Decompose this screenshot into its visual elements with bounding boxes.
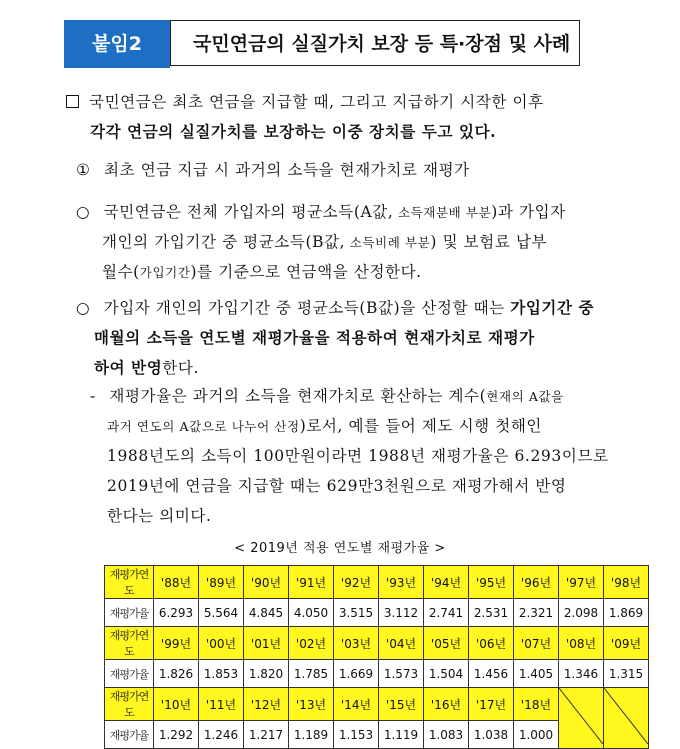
bullet-1-text: )과 가입자: [491, 203, 566, 221]
rate-cell: 1.853: [199, 660, 244, 688]
rate-cell: 1.153: [334, 721, 379, 749]
rate-cell: 1.669: [334, 660, 379, 688]
bullet-1-text: 월수(: [102, 263, 140, 281]
dash-note: 과거 연도의 A값으로 나누어 산정: [107, 419, 300, 434]
year-cell: '96년: [514, 566, 559, 599]
year-cell: '00년: [199, 627, 244, 660]
rate-cell: 6.293: [154, 599, 199, 627]
empty-cell: [604, 688, 649, 749]
dash-note: 현재의 A값을: [486, 389, 564, 404]
bullet-1-text: )를 기준으로 연금액을 산정한다.: [190, 263, 422, 281]
bullet-1-text: 국민연금은 전체 가입자의 평균소득(A값,: [103, 203, 394, 221]
year-cell: '04년: [379, 627, 424, 660]
year-label-cell: 재평가연도: [105, 688, 154, 721]
circle-bullet-icon: ○: [76, 299, 91, 317]
rate-cell: 2.741: [424, 599, 469, 627]
bullet-1-text: 개인의 가입기간 중 평균소득(B값,: [102, 233, 346, 251]
rate-label-cell: 재평가율: [105, 721, 154, 749]
year-cell: '95년: [469, 566, 514, 599]
year-cell: '12년: [244, 688, 289, 721]
year-cell: '90년: [244, 566, 289, 599]
rate-cell: 1.869: [604, 599, 649, 627]
rate-cell: 2.098: [559, 599, 604, 627]
rate-cell: 1.189: [289, 721, 334, 749]
year-label-cell: 재평가연도: [105, 566, 154, 599]
bullet-2-emphasis: 하여 반영: [94, 358, 163, 377]
rate-cell: 3.112: [379, 599, 424, 627]
year-cell: '93년: [379, 566, 424, 599]
bullet-2-text: 한다.: [162, 359, 199, 377]
revaluation-rate-table: [104, 565, 649, 749]
year-cell: '08년: [559, 627, 604, 660]
bullet-1-text: ) 및 보험료 납부: [430, 233, 548, 251]
circle-bullet-icon: ○: [76, 203, 91, 221]
dash-text: 2019년에 연금을 지급할 때는 629만3천원으로 재평가해서 반영: [107, 477, 567, 495]
bullet-1-note: 소득재분배 부분: [393, 205, 492, 220]
section-title: 최초 연금 지급 시 과거의 소득을 현재가치로 재평가: [104, 161, 470, 179]
dash-text: 1988년도의 소득이 100만원이라면 1988년 재평가율은 6.293이므로: [107, 447, 609, 465]
year-cell: '94년: [424, 566, 469, 599]
rate-cell: 1.785: [289, 660, 334, 688]
year-cell: '92년: [334, 566, 379, 599]
rate-cell: 1.405: [514, 660, 559, 688]
year-cell: '16년: [424, 688, 469, 721]
dash-text: )로서, 예를 들어 제도 시행 첫해인: [299, 417, 542, 435]
year-cell: '89년: [199, 566, 244, 599]
rate-cell: 1.292: [154, 721, 199, 749]
dash-text: 한다는 의미다.: [107, 507, 212, 525]
year-cell: '14년: [334, 688, 379, 721]
year-row: [105, 627, 649, 660]
page-title: 국민연금의 실질가치 보장 등 특·장점 및 사례: [170, 20, 580, 66]
year-cell: '98년: [604, 566, 649, 599]
year-cell: '18년: [514, 688, 559, 721]
year-cell: '13년: [289, 688, 334, 721]
empty-cell: [559, 688, 604, 749]
year-cell: '03년: [334, 627, 379, 660]
year-cell: '17년: [469, 688, 514, 721]
bullet-2-emphasis: 가입기간 중: [510, 298, 595, 317]
rate-row: [105, 660, 649, 688]
rate-row: [105, 599, 649, 627]
year-cell: '10년: [154, 688, 199, 721]
bullet-1: [76, 200, 566, 290]
year-label-cell: 재평가연도: [105, 627, 154, 660]
bullet-2-text: 가입자 개인의 가입기간 중 평균소득(B값)을 산정할 때는: [103, 299, 511, 317]
rate-cell: 2.531: [469, 599, 514, 627]
year-cell: '07년: [514, 627, 559, 660]
rate-cell: 1.820: [244, 660, 289, 688]
square-bullet-icon: [66, 95, 79, 108]
year-cell: '91년: [289, 566, 334, 599]
rate-cell: 1.083: [424, 721, 469, 749]
bullet-1-note: 소득비례 부분: [345, 235, 431, 250]
rate-cell: 1.315: [604, 660, 649, 688]
rate-cell: 1.038: [469, 721, 514, 749]
dash-text: 재평가율은 과거의 소득을 현재가치로 환산하는 계수(: [109, 387, 487, 405]
rate-cell: 5.564: [199, 599, 244, 627]
year-cell: '02년: [289, 627, 334, 660]
rate-label-cell: 재평가율: [105, 660, 154, 688]
rate-label-cell: 재평가율: [105, 599, 154, 627]
rate-cell: 1.217: [244, 721, 289, 749]
intro-line-1: 국민연금은 최초 연금을 지급할 때, 그리고 지급하기 시작한 이후: [89, 93, 544, 111]
section-number: ①: [76, 161, 91, 179]
year-cell: '06년: [469, 627, 514, 660]
rate-cell: 4.050: [289, 599, 334, 627]
dash-item: [90, 384, 609, 534]
attachment-badge: 붙임2: [64, 20, 170, 68]
rate-cell: 1.504: [424, 660, 469, 688]
rate-cell: 1.573: [379, 660, 424, 688]
rate-cell: 3.515: [334, 599, 379, 627]
bullet-2: [76, 296, 594, 386]
bullet-2-emphasis: 매월의 소득을 연도별 재평가율을 적용하여 현재가치로 재평가: [94, 328, 535, 347]
header: [64, 20, 580, 68]
rate-cell: 1.000: [514, 721, 559, 749]
year-cell: '11년: [199, 688, 244, 721]
year-row: [105, 566, 649, 599]
dash-bullet-icon: -: [90, 387, 96, 405]
year-cell: '09년: [604, 627, 649, 660]
bullet-1-note: 가입기간: [139, 265, 191, 280]
rate-cell: 1.826: [154, 660, 199, 688]
year-cell: '97년: [559, 566, 604, 599]
year-cell: '88년: [154, 566, 199, 599]
intro-line-2: 각각 연금의 실질가치를 보장하는 이중 장치를 두고 있다.: [90, 122, 497, 141]
intro-paragraph: [66, 90, 544, 150]
rate-cell: 1.119: [379, 721, 424, 749]
rate-cell: 2.321: [514, 599, 559, 627]
year-cell: '01년: [244, 627, 289, 660]
rate-cell: 4.845: [244, 599, 289, 627]
rate-cell: 1.246: [199, 721, 244, 749]
rate-cell: 1.346: [559, 660, 604, 688]
year-cell: '99년: [154, 627, 199, 660]
section-1-heading: [76, 158, 470, 180]
year-cell: '05년: [424, 627, 469, 660]
year-row: [105, 688, 649, 721]
table-caption: < 2019년 적용 연도별 재평가율 >: [234, 541, 446, 556]
year-cell: '15년: [379, 688, 424, 721]
rate-cell: 1.456: [469, 660, 514, 688]
